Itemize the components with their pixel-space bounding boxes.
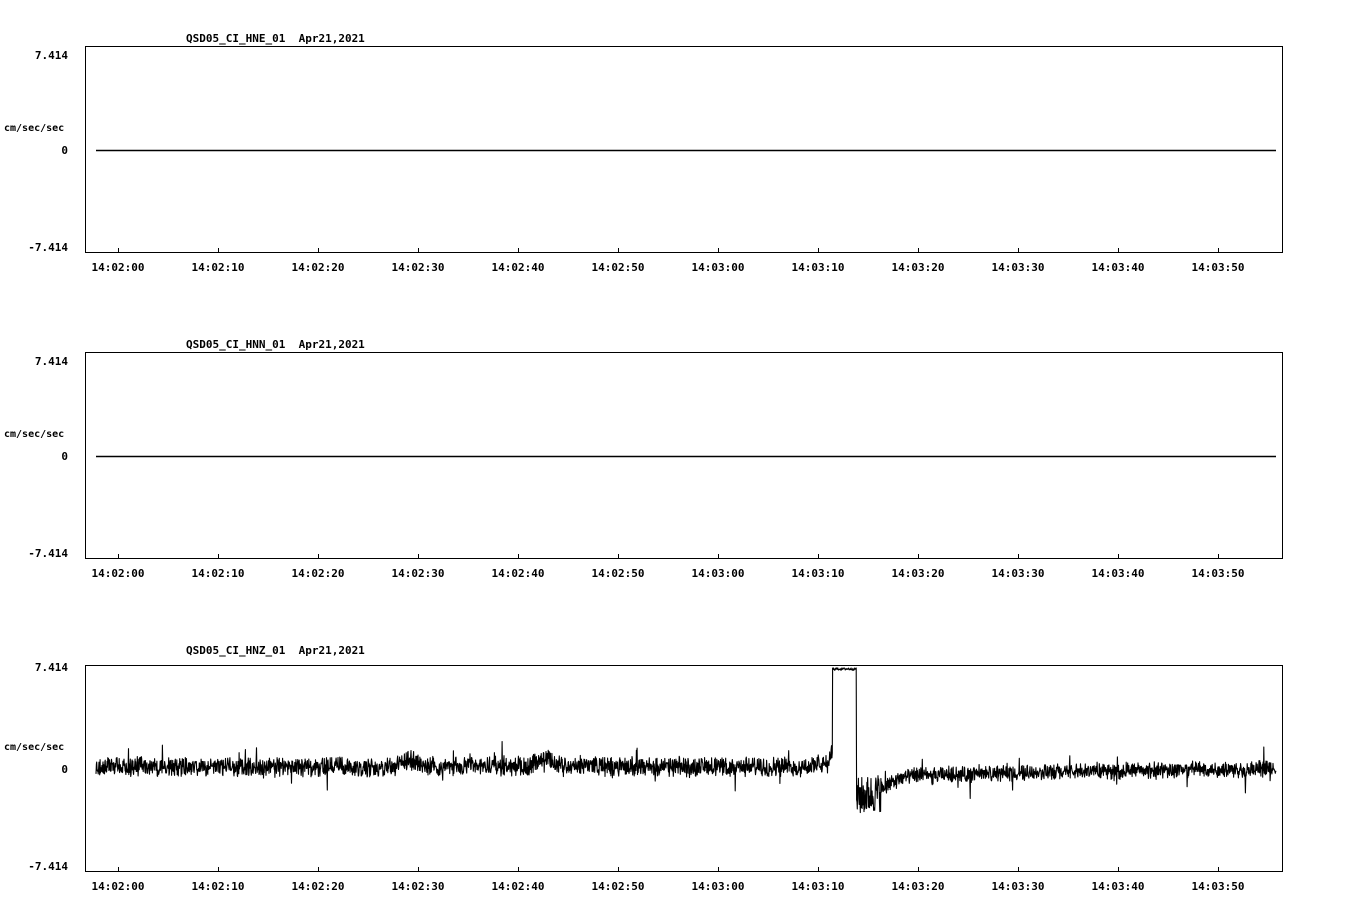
panel-hnz-xtick: 14:03:10: [791, 880, 845, 893]
panel-hnz-xtick: 14:02:20: [291, 880, 345, 893]
panel-hnz-tickmark: [318, 867, 319, 872]
panel-hnz-tickmark: [1218, 867, 1219, 872]
panel-hnz-tickmark: [118, 867, 119, 872]
panel-hne-xtick: 14:02:30: [391, 261, 445, 274]
panel-hne-tickmark: [418, 248, 419, 253]
panel-hnz-xtick: 14:03:50: [1191, 880, 1245, 893]
panel-hnn-trace: [86, 353, 1283, 559]
panel-hnz-trace: [86, 666, 1283, 872]
panel-hne-ylabel: cm/sec/sec: [4, 123, 65, 134]
panel-hnz-ytick-mid: 0: [61, 763, 68, 776]
panel-hnz-xtick: 14:03:40: [1091, 880, 1145, 893]
panel-hnz-plot[interactable]: [85, 665, 1283, 872]
panel-hnz-xtick: 14:02:10: [191, 880, 245, 893]
panel-hnn-xtick: 14:03:40: [1091, 567, 1145, 580]
panel-hnn-xtick: 14:03:20: [891, 567, 945, 580]
panel-hnn-ytick-top: 7.414: [34, 355, 68, 368]
panel-hnz-ytick-bot: -7.414: [28, 860, 68, 873]
panel-hne-tickmark: [1118, 248, 1119, 253]
panel-hnz-xtick: 14:02:50: [591, 880, 645, 893]
panel-hnn-tickmark: [618, 554, 619, 559]
panel-hne-xtick: 14:03:50: [1191, 261, 1245, 274]
panel-hne-xtick: 14:02:00: [91, 261, 145, 274]
panel-hnn-tickmark: [518, 554, 519, 559]
panel-hnn: [0, 306, 1358, 606]
panel-hnz-tickmark: [218, 867, 219, 872]
panel-hnn-tickmark: [918, 554, 919, 559]
panel-hne-tickmark: [318, 248, 319, 253]
panel-hnn-xtick: 14:02:50: [591, 567, 645, 580]
panel-hnn-xtick: 14:02:30: [391, 567, 445, 580]
panel-hnn-tickmark: [1118, 554, 1119, 559]
panel-hne-xtick: 14:02:40: [491, 261, 545, 274]
panel-hne-xtick: 14:02:20: [291, 261, 345, 274]
panel-hnz-xtick: 14:03:20: [891, 880, 945, 893]
panel-hne-tickmark: [1218, 248, 1219, 253]
panel-hnn-tickmark: [1218, 554, 1219, 559]
panel-hne-xtick: 14:03:30: [991, 261, 1045, 274]
panel-hnz-xtick: 14:03:30: [991, 880, 1045, 893]
panel-hne-plot[interactable]: [85, 46, 1283, 253]
panel-hne-ytick-bot: -7.414: [28, 241, 68, 254]
panel-hne-xtick: 14:02:50: [591, 261, 645, 274]
panel-hne-tickmark: [518, 248, 519, 253]
panel-hnz-xtick: 14:02:00: [91, 880, 145, 893]
panel-hnn-tickmark: [1018, 554, 1019, 559]
panel-hnz-xtick: 14:03:00: [691, 880, 745, 893]
panel-hnn-xtick: 14:02:20: [291, 567, 345, 580]
panel-hnn-ytick-mid: 0: [61, 450, 68, 463]
panel-hne-tickmark: [618, 248, 619, 253]
panel-hne-tickmark: [218, 248, 219, 253]
panel-hnz-tickmark: [918, 867, 919, 872]
panel-hnn-xtick: 14:03:00: [691, 567, 745, 580]
panel-hnn-tickmark: [718, 554, 719, 559]
panel-hnz: [0, 612, 1358, 924]
panel-hnz-ytick-top: 7.414: [34, 661, 68, 674]
panel-hne-ytick-mid: 0: [61, 144, 68, 157]
panel-hne-xtick: 14:03:00: [691, 261, 745, 274]
panel-hne-ytick-top: 7.414: [34, 49, 68, 62]
panel-hnz-xtick: 14:02:40: [491, 880, 545, 893]
panel-hnz-tickmark: [618, 867, 619, 872]
panel-hnz-tickmark: [1018, 867, 1019, 872]
panel-hnn-tickmark: [318, 554, 319, 559]
panel-hne-tickmark: [918, 248, 919, 253]
panel-hne-xtick: 14:02:10: [191, 261, 245, 274]
panel-hne-tickmark: [718, 248, 719, 253]
panel-hnn-xtick: 14:03:10: [791, 567, 845, 580]
panel-hne-tickmark: [118, 248, 119, 253]
panel-hnn-tickmark: [818, 554, 819, 559]
panel-hnn-xtick: 14:02:40: [491, 567, 545, 580]
panel-hne-trace: [86, 47, 1283, 253]
panel-hnz-title: QSD05_CI_HNZ_01 Apr21,2021: [186, 644, 365, 657]
panel-hne-xtick: 14:03:20: [891, 261, 945, 274]
panel-hne-xtick: 14:03:10: [791, 261, 845, 274]
panel-hnn-tickmark: [218, 554, 219, 559]
panel-hnn-tickmark: [418, 554, 419, 559]
panel-hnz-ylabel: cm/sec/sec: [4, 742, 65, 753]
panel-hne-xtick: 14:03:40: [1091, 261, 1145, 274]
panel-hne-title: QSD05_CI_HNE_01 Apr21,2021: [186, 32, 365, 45]
panel-hnz-tickmark: [418, 867, 419, 872]
panel-hne-tickmark: [1018, 248, 1019, 253]
panel-hnz-tickmark: [518, 867, 519, 872]
panel-hne-tickmark: [818, 248, 819, 253]
panel-hnn-tickmark: [118, 554, 119, 559]
panel-hnn-xtick: 14:03:30: [991, 567, 1045, 580]
panel-hnz-tickmark: [818, 867, 819, 872]
panel-hnn-ytick-bot: -7.414: [28, 547, 68, 560]
panel-hnn-ylabel: cm/sec/sec: [4, 429, 65, 440]
panel-hnz-tickmark: [718, 867, 719, 872]
panel-hnn-xtick: 14:03:50: [1191, 567, 1245, 580]
panel-hnn-xtick: 14:02:10: [191, 567, 245, 580]
panel-hnn-plot[interactable]: [85, 352, 1283, 559]
panel-hnn-xtick: 14:02:00: [91, 567, 145, 580]
panel-hnn-title: QSD05_CI_HNN_01 Apr21,2021: [186, 338, 365, 351]
panel-hne: [0, 0, 1358, 300]
panel-hnz-xtick: 14:02:30: [391, 880, 445, 893]
panel-hnz-tickmark: [1118, 867, 1119, 872]
